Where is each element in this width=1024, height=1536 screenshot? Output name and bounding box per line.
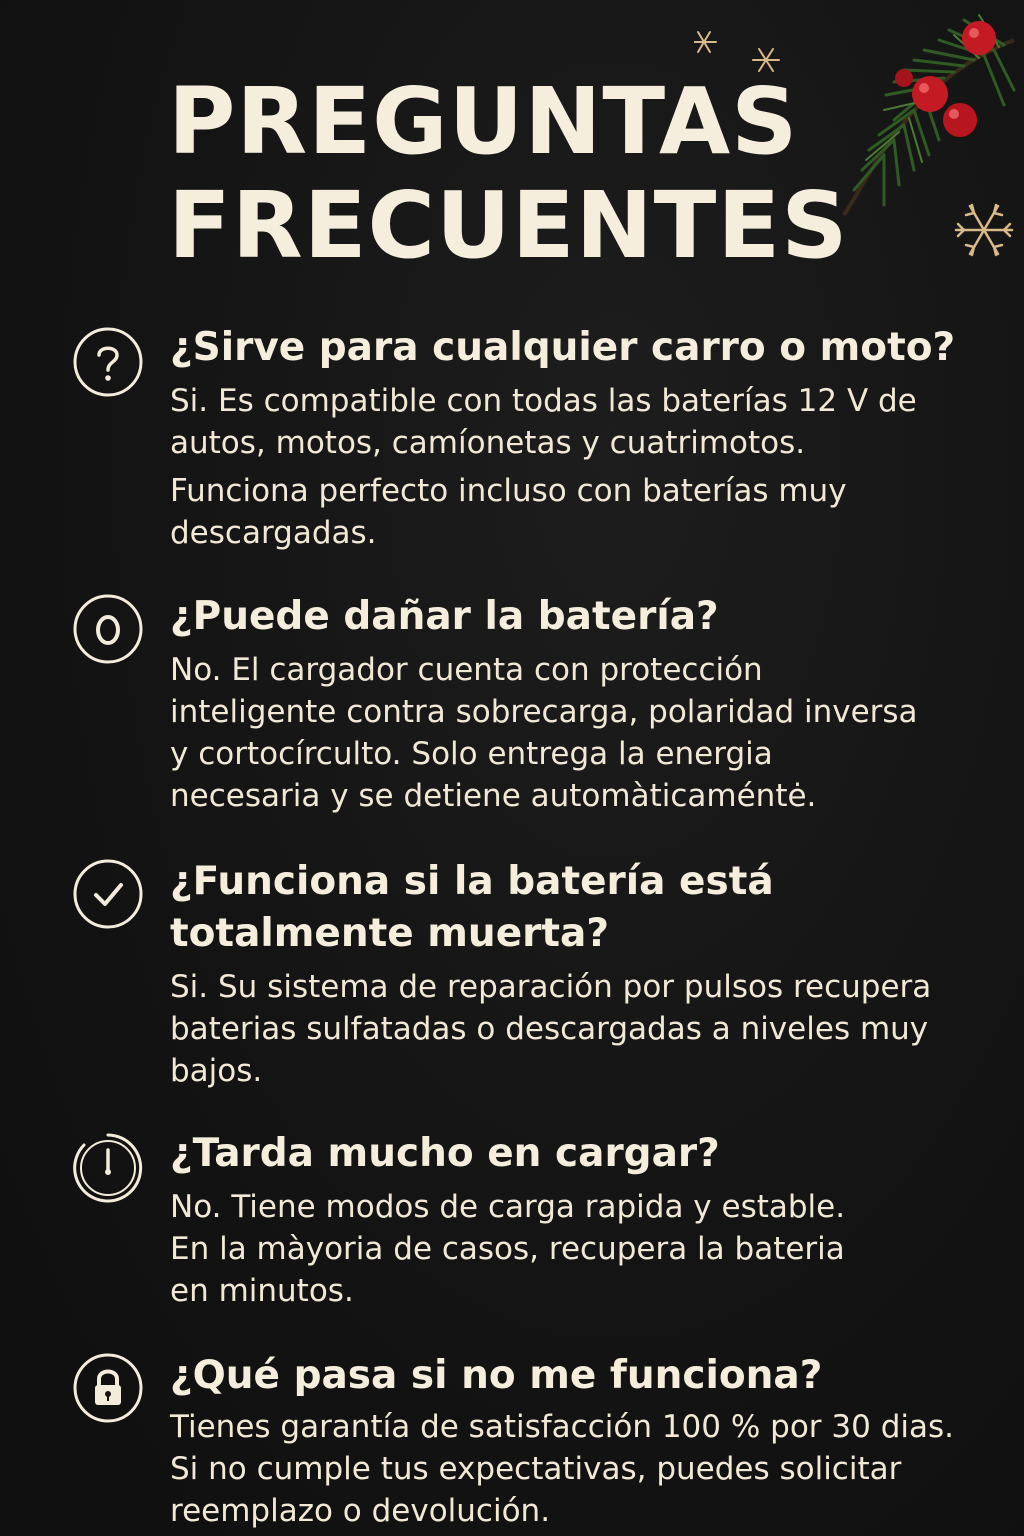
faq-question: ¿Funciona si la batería está totalmente muerta? — [170, 859, 774, 956]
timer-icon — [72, 1132, 144, 1204]
answer-line: Si no cumple tus expectativas, puedes solicitar — [170, 1451, 902, 1487]
title-line-2: FRECUENTES — [168, 172, 849, 279]
answer-line: bajos. — [170, 1053, 263, 1089]
faq-answer — [170, 380, 975, 554]
answer-line: No. El cargador cuenta con protección — [170, 652, 763, 688]
faq-question: ¿Tarda mucho en cargar? — [170, 1131, 720, 1176]
check-circle-icon — [72, 858, 144, 930]
question-circle-icon — [72, 326, 144, 398]
christmas-decoration — [694, 0, 1024, 290]
answer-line: necesaria y se detiene automàticaméntė. — [170, 778, 817, 814]
answer-line: Funciona perfecto incluso con baterías muy — [170, 473, 847, 509]
faq-question: ¿Puede dañar la batería? — [170, 594, 719, 639]
title-line-1: PREGUNTAS — [168, 68, 799, 175]
answer-line: Si. Su sistema de reparación por pulsos recupera — [170, 969, 932, 1005]
faq-answer — [170, 1406, 975, 1532]
faq-answer — [170, 649, 975, 817]
answer-line: En la màyoria de casos, recupera la bateria — [170, 1231, 845, 1267]
answer-line: reemplazo o devolución. — [170, 1493, 551, 1529]
faq-question: ¿Sirve para cualquier carro o moto? — [170, 325, 956, 370]
zero-circle-icon — [72, 593, 144, 665]
lock-icon — [72, 1352, 144, 1424]
answer-line: descargadas. — [170, 515, 377, 551]
answer-line: en minutos. — [170, 1273, 354, 1309]
answer-line: y cortocírculto. Solo entrega la energia — [170, 736, 773, 772]
answer-line: Tienes garantía de satisfacción 100 % por 30 dias. — [170, 1409, 954, 1445]
answer-line: Si. Es compatible con todas las baterías 12 V de — [170, 383, 917, 419]
answer-line: autos, motos, camíonetas y cuatrimotos. — [170, 425, 806, 461]
answer-line: inteligente contra sobrecarga, polaridad inversa — [170, 694, 918, 730]
faq-question: ¿Qué pasa si no me funciona? — [170, 1353, 823, 1398]
answer-line: baterias sulfatadas o descargadas a niveles muy — [170, 1011, 929, 1047]
answer-line: No. Tiene modos de carga rapida y estable. — [170, 1189, 846, 1225]
faq-answer — [170, 1186, 975, 1312]
faq-answer — [170, 966, 975, 1092]
